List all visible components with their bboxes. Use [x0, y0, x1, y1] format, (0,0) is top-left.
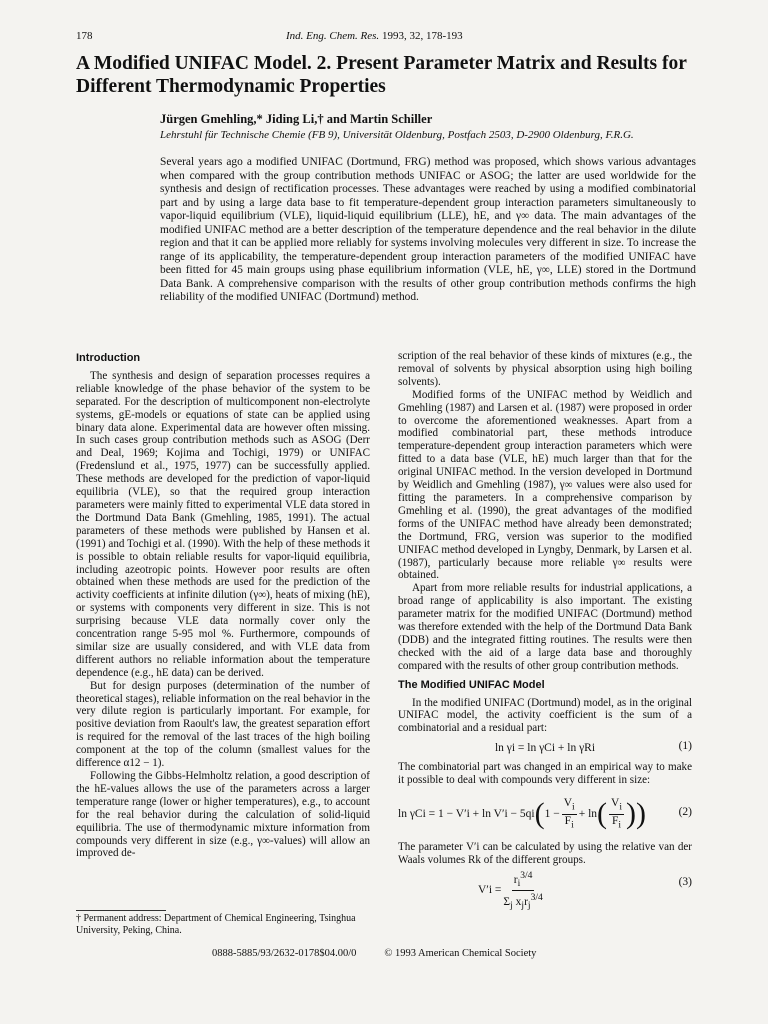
combinatorial-paragraph: The combinatorial part was changed in an empirical way to make it possible to deal with compounds very different in size:	[398, 761, 692, 787]
equation-3-number: (3)	[678, 875, 692, 888]
equation-2	[398, 790, 692, 838]
equation-2-one: 1 −	[544, 807, 560, 820]
introduction-heading: Introduction	[76, 352, 141, 364]
equation-2-number: (2)	[678, 806, 692, 819]
equation-2-ratio-2: $\frac{V_i}{F_i}$	[611, 797, 622, 830]
intro-paragraph-1: The synthesis and design of separation processes requires a reliable knowledge of the phase behavior of the system to be separated. For the description of multicomponent non-electrolyte systems, gE-models or equations of state can be applied using binary data alone. Experimental data are however often missing. In such cases group contribution methods such as ASOG (Derr and Deal, 1969; Kojima and Tochigi, 1979) or UNIFAC (Fredenslund et al., 1975, 1977) can be successfully applied. These methods are developed for the prediction of vapor-liquid equilibria (VLE), so that the required group interaction parameters were mainly fitted to experimental VLE data stored in the Dortmund Data Bank (Gmehling, 1985, 1991). The actual parameters of these methods were published by Hansen et al. (1991) and Tochigi et al. (1990). With the help of these methods it is possible to obtain reliable results for vapor-liquid equilibria, including azeotropic points. However poor results are often obtained when these methods are used for the prediction of the activity coefficients at infinite dilution (γ∞), heats of mixing (hE), or systems with components very different in size. This is not surprising because VLE data normally cover only the concentration range 5-95 mol %. Furthermore, compounds of similar size are usually considered, and with VLE data from different authors no reliable information about the temperature dependence (e.g., hE data) can be derived.	[76, 369, 370, 679]
intro-paragraph-3: Following the Gibbs-Helmholtz relation, a good description of the hE-values allows the use of the parameters across a larger temperature range (lower or higher temperatures), e.g., to account for the real behavior during the calculation of solid-liquid equilibria. The use of thermodynamic mixture information from compounds very different in size (e.g., γ∞-values) will allow an improved de-	[76, 770, 370, 860]
journal-citation	[286, 30, 463, 42]
volume-pages: 1993, 32, 178-193	[381, 30, 463, 42]
copyright-line	[212, 948, 536, 959]
equation-1-number: (1)	[678, 740, 692, 753]
copyright: © 1993 American Chemical Society	[384, 948, 537, 959]
intro-paragraph-2: But for design purposes (determination of the number of theoretical stages), reliable information on the real behavior in the very dilute region is particularly important. For example, for positive deviation from Raoult's law, the greatest separation effort is required for the removal of the last traces of the high boiling component at the top of the column (smallest values for the difference α12 − 1).	[76, 679, 370, 770]
right-column	[398, 350, 692, 915]
author-list: Jürgen Gmehling,* Jiding Li,† and Martin Schiller	[160, 112, 433, 126]
intro-continuation: scription of the real behavior of these kinds of mixtures (e.g., the removal of solvents by physical absorption using high boiling solvents).	[398, 350, 692, 388]
equation-2-body: ln γCi = 1 − V′i + ln V′i − 5qi	[398, 807, 535, 820]
abstract: Several years ago a modified UNIFAC (Dortmund, FRG) method was proposed, which shows various advantages when compared with the group contribution methods UNIFAC or ASOG; the latter are used worldwide for the synthesis and design of rectification processes. These advantages were reached by using a modified combinatorial part and by using a large data base to fit temperature-dependent group interaction parameters simultaneously to vapor-liquid equilibrium (VLE), liquid-liquid equilibrium (LLE), hE, and γ∞ data. The main advantages of the modified UNIFAC method are a better description of the temperature dependence and the real behavior in the dilute region and that it can be applied more reliably for systems involving molecules very different in size. To increase the range of its applicability, the temperature-dependent group interaction parameters of the modified UNIFAC have been fitted for 45 main groups using phase equilibrium information (VLE, hE, γ∞, LLE) stored in the Dortmund Data Bank. A comprehensive comparison with the results of other group contribution methods confirms the high reliability of the modified UNIFAC (Dortmund) method.	[160, 156, 696, 303]
article-code: 0888-5885/93/2632-0178$04.00/0	[212, 948, 357, 959]
page-number: 178	[76, 30, 93, 42]
equation-2-ratio-1: $\frac{V_i}{F_i}$	[563, 797, 575, 830]
equation-1	[398, 738, 692, 758]
model-paragraph: In the modified UNIFAC (Dortmund) model, as in the original UNIFAC model, the activity coefficient is the sum of a combinatorial and a residual part:	[398, 696, 692, 735]
footnote-rule	[76, 910, 166, 911]
equation-3	[398, 870, 692, 912]
running-head	[76, 30, 692, 46]
equation-2-close-parens: ))	[626, 797, 646, 831]
equation-2-ln: + ln	[578, 807, 598, 820]
model-heading: The Modified UNIFAC Model	[398, 678, 545, 691]
equation-2-open-paren: (	[534, 797, 545, 831]
intro-paragraph-5: Apart from more reliable results for industrial applications, a broad range of applicability is also important. The existing parameter matrix for the modified UNIFAC (Dortmund) method was therefore extended with the help of the Dortmund Data Bank (DDB) and the integrated fitting routines. The results were then checked with the aid of a large data base and thoroughly compared with the results of other group contribution methods.	[398, 582, 692, 672]
equation-1-body: ln γi = ln γCi + ln γRi	[494, 741, 596, 754]
equation-3-lhs: V′i =	[478, 884, 502, 897]
journal-name: Ind. Eng. Chem. Res.	[286, 30, 380, 42]
article-title: A Modified UNIFAC Model. 2. Present Parameter Matrix and Results for Different Thermodynamic Properties	[76, 53, 687, 97]
equation-3-fraction: $\frac{r_i^{3/4}}{\Sigma_j x_jr_j^{3/4}}$	[503, 870, 543, 912]
equation-2-inner-open-paren: (	[597, 797, 608, 831]
left-column	[76, 352, 370, 860]
intro-paragraph-4: Modified forms of the UNIFAC method by Weidlich and Gmehling (1987) and Larsen et al. (1987) were proposed in order to overcome the aforementioned weaknesses. Apart from a modified combinatorial part, these methods introduce temperature-dependent group interaction parameters which were fitted to a data base (VLE, hE) much larger than that for the original UNIFAC method. In the version developed in Dortmund by Weidlich and Gmehling (1987), γ∞ values were also used for fitting the parameters. In a comprehensive comparison by Gmehling et al. (1990), the great advantages of the modified forms of the UNIFAC method have already been demonstrated; the Dortmund, FRG, version was superior to the modified UNIFAC method developed in Lyngby, Denmark, by Larsen et al. (1987), particularly because more reliable γ∞ results were obtained.	[398, 388, 692, 582]
footnote: † Permanent address: Department of Chemical Engineering, Tsinghua University, Peking, China.	[76, 913, 356, 936]
affiliation: Lehrstuhl für Technische Chemie (FB 9), Universität Oldenburg, Postfach 2503, D-2900 Oldenburg, F.R.G.	[160, 129, 634, 141]
parameter-paragraph: The parameter V′i can be calculated by using the relative van der Waals volumes Rk of the different groups.	[398, 841, 692, 866]
